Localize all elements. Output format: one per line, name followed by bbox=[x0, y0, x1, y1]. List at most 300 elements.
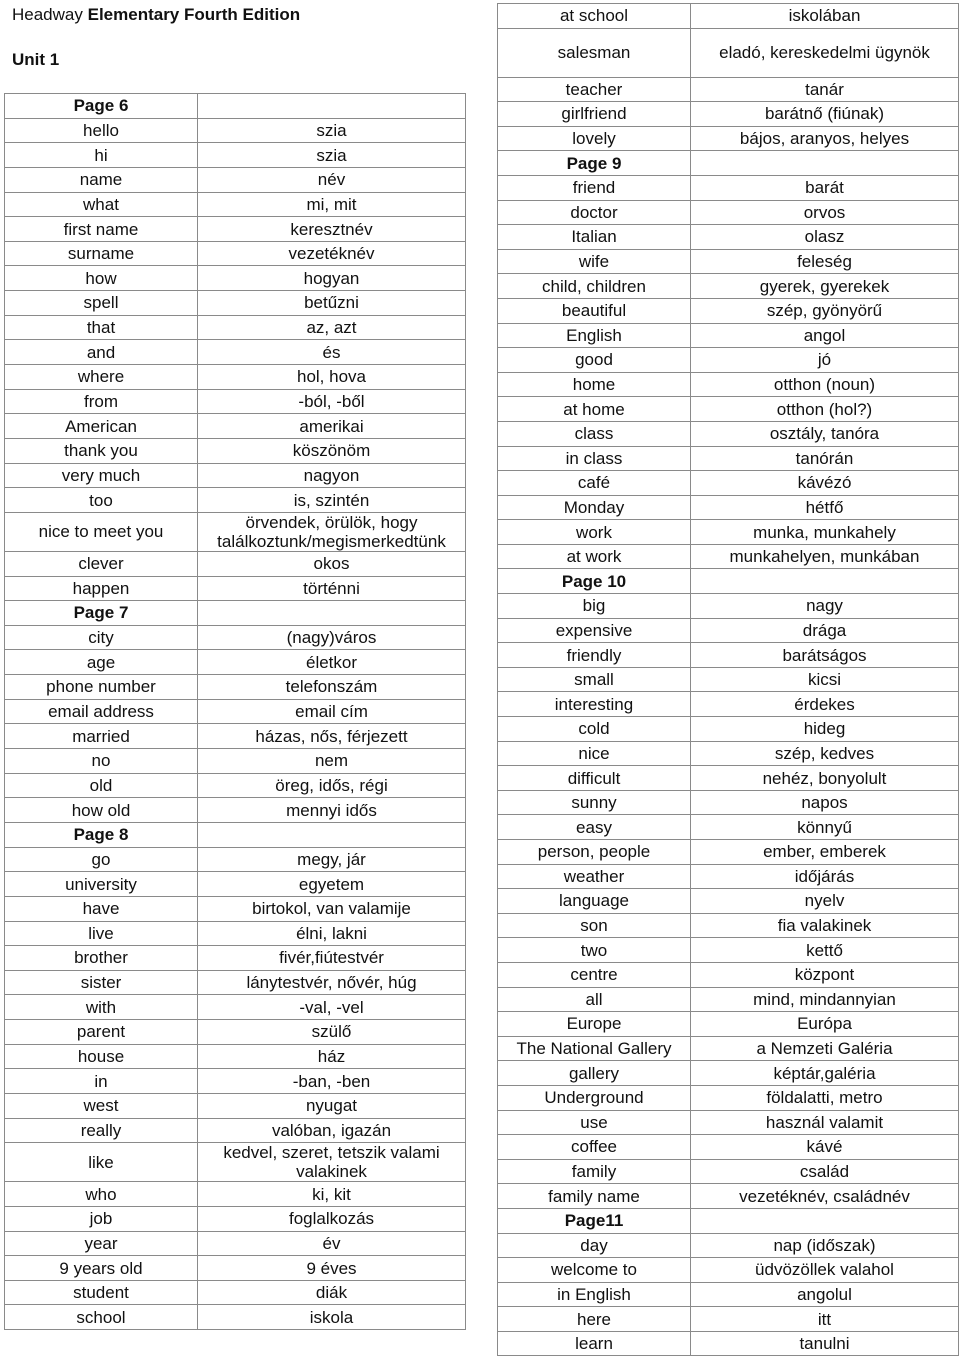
table-row bbox=[498, 274, 959, 299]
hungarian-translation: mi, mit bbox=[198, 192, 466, 217]
table-row bbox=[498, 372, 959, 397]
table-row bbox=[5, 847, 466, 872]
table-row bbox=[5, 896, 466, 921]
hungarian-translation: Európa bbox=[691, 1012, 959, 1037]
english-term: what bbox=[5, 192, 198, 217]
table-row bbox=[498, 397, 959, 422]
table-row bbox=[5, 1280, 466, 1305]
english-term: day bbox=[498, 1233, 691, 1258]
table-row bbox=[5, 699, 466, 724]
hungarian-translation: kávé bbox=[691, 1135, 959, 1160]
hungarian-translation: ember, emberek bbox=[691, 840, 959, 865]
english-term: family name bbox=[498, 1184, 691, 1209]
hungarian-translation: életkor bbox=[198, 650, 466, 675]
english-term: two bbox=[498, 938, 691, 963]
hungarian-translation bbox=[198, 601, 466, 626]
hungarian-translation: 9 éves bbox=[198, 1256, 466, 1281]
hungarian-translation: ki, kit bbox=[198, 1182, 466, 1207]
table-row bbox=[498, 938, 959, 963]
hungarian-translation: amerikai bbox=[198, 414, 466, 439]
english-term: where bbox=[5, 365, 198, 390]
hungarian-translation: bájos, aranyos, helyes bbox=[691, 126, 959, 151]
english-term: lovely bbox=[498, 126, 691, 151]
english-term: age bbox=[5, 650, 198, 675]
hungarian-translation: szép, kedves bbox=[691, 741, 959, 766]
table-row bbox=[5, 291, 466, 316]
table-row bbox=[498, 962, 959, 987]
english-term: and bbox=[5, 340, 198, 365]
hungarian-translation: telefonszám bbox=[198, 675, 466, 700]
english-term: American bbox=[5, 414, 198, 439]
page-heading-row bbox=[498, 151, 959, 176]
english-term: in bbox=[5, 1069, 198, 1094]
english-term: Monday bbox=[498, 495, 691, 520]
table-row bbox=[498, 864, 959, 889]
table-row bbox=[498, 1282, 959, 1307]
english-term: at home bbox=[498, 397, 691, 422]
table-row bbox=[498, 1061, 959, 1086]
hungarian-translation: -ban, -ben bbox=[198, 1069, 466, 1094]
table-row bbox=[498, 298, 959, 323]
english-term: use bbox=[498, 1110, 691, 1135]
table-row bbox=[498, 1258, 959, 1283]
table-row bbox=[498, 225, 959, 250]
hungarian-translation: tanár bbox=[691, 77, 959, 102]
table-row bbox=[498, 1307, 959, 1332]
table-row bbox=[498, 200, 959, 225]
english-term: spell bbox=[5, 291, 198, 316]
page-heading-row bbox=[5, 94, 466, 119]
hungarian-translation: barát bbox=[691, 175, 959, 200]
english-term: salesman bbox=[498, 28, 691, 77]
hungarian-translation: az, azt bbox=[198, 315, 466, 340]
table-row bbox=[5, 365, 466, 390]
hungarian-translation: házas, nős, férjezett bbox=[198, 724, 466, 749]
hungarian-translation: szia bbox=[198, 143, 466, 168]
hungarian-translation: hideg bbox=[691, 717, 959, 742]
english-term: coffee bbox=[498, 1135, 691, 1160]
table-row bbox=[498, 1331, 959, 1356]
table-row bbox=[5, 1020, 466, 1045]
table-row bbox=[498, 692, 959, 717]
hungarian-translation: (nagy)város bbox=[198, 625, 466, 650]
hungarian-translation: vezetéknév, családnév bbox=[691, 1184, 959, 1209]
english-term: difficult bbox=[498, 766, 691, 791]
english-term: no bbox=[5, 749, 198, 774]
hungarian-translation: nagyon bbox=[198, 463, 466, 488]
english-term: have bbox=[5, 896, 198, 921]
hungarian-translation: használ valamit bbox=[691, 1110, 959, 1135]
table-row bbox=[5, 1143, 466, 1182]
english-term: home bbox=[498, 372, 691, 397]
header-title: Elementary Fourth Edition bbox=[87, 5, 301, 24]
hungarian-translation: feleség bbox=[691, 249, 959, 274]
english-term: phone number bbox=[5, 675, 198, 700]
english-term: year bbox=[5, 1231, 198, 1256]
hungarian-translation: szép, gyönyörű bbox=[691, 298, 959, 323]
unit-title: Unit 1 bbox=[12, 50, 60, 69]
english-term: all bbox=[498, 987, 691, 1012]
table-row bbox=[498, 790, 959, 815]
english-term: 9 years old bbox=[5, 1256, 198, 1281]
table-row bbox=[498, 471, 959, 496]
table-row bbox=[5, 167, 466, 192]
hungarian-translation: munkahelyen, munkában bbox=[691, 544, 959, 569]
hungarian-translation: gyerek, gyerekek bbox=[691, 274, 959, 299]
table-row bbox=[5, 241, 466, 266]
hungarian-translation: otthon (noun) bbox=[691, 372, 959, 397]
hungarian-translation: öreg, idős, régi bbox=[198, 773, 466, 798]
english-term: old bbox=[5, 773, 198, 798]
english-term: easy bbox=[498, 815, 691, 840]
table-row bbox=[498, 840, 959, 865]
hungarian-translation: mennyi idős bbox=[198, 798, 466, 823]
english-term: in English bbox=[498, 1282, 691, 1307]
hungarian-translation: kedvel, szeret, tetszik valami valakinek bbox=[198, 1143, 466, 1182]
hungarian-translation: a Nemzeti Galéria bbox=[691, 1036, 959, 1061]
hungarian-translation: szülő bbox=[198, 1020, 466, 1045]
hungarian-translation: könnyű bbox=[691, 815, 959, 840]
table-row bbox=[498, 889, 959, 914]
table-row bbox=[498, 421, 959, 446]
table-row bbox=[5, 1305, 466, 1330]
english-term: English bbox=[498, 323, 691, 348]
table-row bbox=[5, 995, 466, 1020]
english-term: that bbox=[5, 315, 198, 340]
header-prefix: Headway bbox=[12, 5, 88, 24]
english-term: first name bbox=[5, 217, 198, 242]
hungarian-translation: -ból, -ből bbox=[198, 389, 466, 414]
hungarian-translation: vezetéknév bbox=[198, 241, 466, 266]
page-heading-row bbox=[5, 601, 466, 626]
hungarian-translation: angolul bbox=[691, 1282, 959, 1307]
hungarian-translation: keresztnév bbox=[198, 217, 466, 242]
hungarian-translation: drága bbox=[691, 618, 959, 643]
table-row bbox=[5, 1093, 466, 1118]
table-row bbox=[5, 512, 466, 551]
table-row bbox=[5, 650, 466, 675]
english-term: west bbox=[5, 1093, 198, 1118]
hungarian-translation: napos bbox=[691, 790, 959, 815]
english-term: really bbox=[5, 1118, 198, 1143]
hungarian-translation: barátságos bbox=[691, 643, 959, 668]
page-heading: Page 7 bbox=[5, 601, 198, 626]
hungarian-translation: nap (időszak) bbox=[691, 1233, 959, 1258]
english-term: how old bbox=[5, 798, 198, 823]
page-heading-row bbox=[5, 822, 466, 847]
english-term: student bbox=[5, 1280, 198, 1305]
english-term: thank you bbox=[5, 438, 198, 463]
english-term: beautiful bbox=[498, 298, 691, 323]
english-term: language bbox=[498, 889, 691, 914]
hungarian-translation: szia bbox=[198, 118, 466, 143]
english-term: girlfriend bbox=[498, 102, 691, 127]
english-term: learn bbox=[498, 1331, 691, 1356]
table-row bbox=[5, 143, 466, 168]
table-row bbox=[5, 1118, 466, 1143]
hungarian-translation: képtár,galéria bbox=[691, 1061, 959, 1086]
table-row bbox=[5, 872, 466, 897]
hungarian-translation: kávézó bbox=[691, 471, 959, 496]
hungarian-translation: és bbox=[198, 340, 466, 365]
table-row bbox=[498, 1012, 959, 1037]
english-term: school bbox=[5, 1305, 198, 1330]
hungarian-translation bbox=[691, 151, 959, 176]
english-term: university bbox=[5, 872, 198, 897]
hungarian-translation: valóban, igazán bbox=[198, 1118, 466, 1143]
hungarian-translation: diák bbox=[198, 1280, 466, 1305]
page-heading: Page 8 bbox=[5, 822, 198, 847]
english-term: from bbox=[5, 389, 198, 414]
table-row bbox=[5, 1044, 466, 1069]
table-row bbox=[498, 348, 959, 373]
hungarian-translation: otthon (hol?) bbox=[691, 397, 959, 422]
table-row bbox=[5, 192, 466, 217]
english-term: son bbox=[498, 913, 691, 938]
table-row bbox=[498, 102, 959, 127]
hungarian-translation: név bbox=[198, 167, 466, 192]
english-term: sister bbox=[5, 970, 198, 995]
table-row bbox=[498, 594, 959, 619]
table-row bbox=[498, 1233, 959, 1258]
english-term: cold bbox=[498, 717, 691, 742]
english-term: who bbox=[5, 1182, 198, 1207]
english-term: at school bbox=[498, 4, 691, 29]
english-term: how bbox=[5, 266, 198, 291]
table-row bbox=[498, 446, 959, 471]
hungarian-translation: -val, -vel bbox=[198, 995, 466, 1020]
table-row bbox=[498, 815, 959, 840]
hungarian-translation: központ bbox=[691, 962, 959, 987]
table-row bbox=[5, 576, 466, 601]
hungarian-translation: ház bbox=[198, 1044, 466, 1069]
hungarian-translation: nem bbox=[198, 749, 466, 774]
hungarian-translation: hol, hova bbox=[198, 365, 466, 390]
table-row bbox=[498, 717, 959, 742]
hungarian-translation bbox=[198, 94, 466, 119]
hungarian-translation: hétfő bbox=[691, 495, 959, 520]
table-row bbox=[5, 1069, 466, 1094]
hungarian-translation: történni bbox=[198, 576, 466, 601]
hungarian-translation: nagy bbox=[691, 594, 959, 619]
english-term: sunny bbox=[498, 790, 691, 815]
hungarian-translation: olasz bbox=[691, 225, 959, 250]
table-row bbox=[5, 266, 466, 291]
english-term: city bbox=[5, 625, 198, 650]
table-row bbox=[5, 921, 466, 946]
table-row bbox=[498, 323, 959, 348]
english-term: hello bbox=[5, 118, 198, 143]
hungarian-translation: osztály, tanóra bbox=[691, 421, 959, 446]
hungarian-translation: tanórán bbox=[691, 446, 959, 471]
hungarian-translation: tanulni bbox=[691, 1331, 959, 1356]
english-term: email address bbox=[5, 699, 198, 724]
english-term: in class bbox=[498, 446, 691, 471]
hungarian-translation: okos bbox=[198, 551, 466, 576]
hungarian-translation: nehéz, bonyolult bbox=[691, 766, 959, 791]
table-row bbox=[498, 1184, 959, 1209]
hungarian-translation: kettő bbox=[691, 938, 959, 963]
hungarian-translation: eladó, kereskedelmi ügynök bbox=[691, 28, 959, 77]
table-row bbox=[498, 495, 959, 520]
english-term: married bbox=[5, 724, 198, 749]
table-row bbox=[498, 1036, 959, 1061]
table-row bbox=[498, 28, 959, 77]
english-term: brother bbox=[5, 946, 198, 971]
hungarian-translation: barátnő (fiúnak) bbox=[691, 102, 959, 127]
table-row bbox=[498, 249, 959, 274]
english-term: wife bbox=[498, 249, 691, 274]
english-term: big bbox=[498, 594, 691, 619]
page-heading: Page 9 bbox=[498, 151, 691, 176]
hungarian-translation: betűzni bbox=[198, 291, 466, 316]
table-row bbox=[498, 766, 959, 791]
english-term: The National Gallery bbox=[498, 1036, 691, 1061]
hungarian-translation: lánytestvér, nővér, húg bbox=[198, 970, 466, 995]
table-row bbox=[498, 1110, 959, 1135]
document-header bbox=[12, 5, 300, 25]
hungarian-translation: mind, mindannyian bbox=[691, 987, 959, 1012]
english-term: friend bbox=[498, 175, 691, 200]
hungarian-translation: fia valakinek bbox=[691, 913, 959, 938]
hungarian-translation: is, szintén bbox=[198, 488, 466, 513]
hungarian-translation bbox=[691, 569, 959, 594]
table-row bbox=[498, 913, 959, 938]
english-term: person, people bbox=[498, 840, 691, 865]
table-row bbox=[498, 618, 959, 643]
page-heading: Page11 bbox=[498, 1208, 691, 1233]
table-row bbox=[498, 77, 959, 102]
table-row bbox=[5, 946, 466, 971]
table-row bbox=[498, 544, 959, 569]
hungarian-translation: család bbox=[691, 1159, 959, 1184]
english-term: good bbox=[498, 348, 691, 373]
hungarian-translation: élni, lakni bbox=[198, 921, 466, 946]
table-row bbox=[5, 414, 466, 439]
hungarian-translation: örvendek, örülök, hogy találkoztunk/megismerkedtünk bbox=[198, 512, 466, 551]
hungarian-translation: iskolában bbox=[691, 4, 959, 29]
table-row bbox=[5, 798, 466, 823]
table-row bbox=[5, 749, 466, 774]
english-term: too bbox=[5, 488, 198, 513]
english-term: job bbox=[5, 1206, 198, 1231]
hungarian-translation: fivér,fiútestvér bbox=[198, 946, 466, 971]
english-term: parent bbox=[5, 1020, 198, 1045]
english-term: small bbox=[498, 667, 691, 692]
english-term: very much bbox=[5, 463, 198, 488]
page-heading-row bbox=[498, 1208, 959, 1233]
english-term: class bbox=[498, 421, 691, 446]
english-term: child, children bbox=[498, 274, 691, 299]
english-term: Europe bbox=[498, 1012, 691, 1037]
hungarian-translation: angol bbox=[691, 323, 959, 348]
table-row bbox=[498, 1135, 959, 1160]
hungarian-translation: itt bbox=[691, 1307, 959, 1332]
hungarian-translation: foglalkozás bbox=[198, 1206, 466, 1231]
table-row bbox=[498, 4, 959, 29]
vocabulary-table-left bbox=[4, 93, 466, 1330]
english-term: nice to meet you bbox=[5, 512, 198, 551]
english-term: live bbox=[5, 921, 198, 946]
english-term: nice bbox=[498, 741, 691, 766]
hungarian-translation: email cím bbox=[198, 699, 466, 724]
table-row bbox=[498, 987, 959, 1012]
table-row bbox=[5, 315, 466, 340]
hungarian-translation: egyetem bbox=[198, 872, 466, 897]
hungarian-translation: hogyan bbox=[198, 266, 466, 291]
vocabulary-table-right bbox=[497, 3, 959, 1356]
page-heading-row bbox=[498, 569, 959, 594]
english-term: with bbox=[5, 995, 198, 1020]
english-term: Italian bbox=[498, 225, 691, 250]
english-term: welcome to bbox=[498, 1258, 691, 1283]
english-term: doctor bbox=[498, 200, 691, 225]
table-row bbox=[5, 438, 466, 463]
english-term: like bbox=[5, 1143, 198, 1182]
page-heading: Page 6 bbox=[5, 94, 198, 119]
hungarian-translation: nyelv bbox=[691, 889, 959, 914]
hungarian-translation: iskola bbox=[198, 1305, 466, 1330]
table-row bbox=[5, 1182, 466, 1207]
table-row bbox=[5, 970, 466, 995]
table-row bbox=[498, 520, 959, 545]
english-term: surname bbox=[5, 241, 198, 266]
hungarian-translation: köszönöm bbox=[198, 438, 466, 463]
table-row bbox=[5, 1206, 466, 1231]
table-row bbox=[5, 724, 466, 749]
table-row bbox=[5, 1231, 466, 1256]
table-row bbox=[5, 625, 466, 650]
table-row bbox=[498, 126, 959, 151]
hungarian-translation: időjárás bbox=[691, 864, 959, 889]
english-term: interesting bbox=[498, 692, 691, 717]
hungarian-translation: földalatti, metro bbox=[691, 1085, 959, 1110]
table-row bbox=[5, 675, 466, 700]
english-term: name bbox=[5, 167, 198, 192]
english-term: teacher bbox=[498, 77, 691, 102]
hungarian-translation bbox=[691, 1208, 959, 1233]
table-row bbox=[5, 773, 466, 798]
english-term: family bbox=[498, 1159, 691, 1184]
english-term: café bbox=[498, 471, 691, 496]
table-row bbox=[5, 118, 466, 143]
english-term: Underground bbox=[498, 1085, 691, 1110]
hungarian-translation: jó bbox=[691, 348, 959, 373]
table-row bbox=[5, 217, 466, 242]
english-term: expensive bbox=[498, 618, 691, 643]
english-term: work bbox=[498, 520, 691, 545]
english-term: go bbox=[5, 847, 198, 872]
hungarian-translation: munka, munkahely bbox=[691, 520, 959, 545]
table-row bbox=[498, 643, 959, 668]
hungarian-translation: év bbox=[198, 1231, 466, 1256]
page-heading: Page 10 bbox=[498, 569, 691, 594]
hungarian-translation: birtokol, van valamije bbox=[198, 896, 466, 921]
table-row bbox=[5, 340, 466, 365]
table-row bbox=[5, 488, 466, 513]
table-row bbox=[5, 551, 466, 576]
english-term: at work bbox=[498, 544, 691, 569]
english-term: here bbox=[498, 1307, 691, 1332]
table-row bbox=[5, 389, 466, 414]
english-term: gallery bbox=[498, 1061, 691, 1086]
table-row bbox=[498, 741, 959, 766]
table-row bbox=[498, 1159, 959, 1184]
table-row bbox=[5, 463, 466, 488]
english-term: happen bbox=[5, 576, 198, 601]
hungarian-translation: megy, jár bbox=[198, 847, 466, 872]
hungarian-translation: orvos bbox=[691, 200, 959, 225]
